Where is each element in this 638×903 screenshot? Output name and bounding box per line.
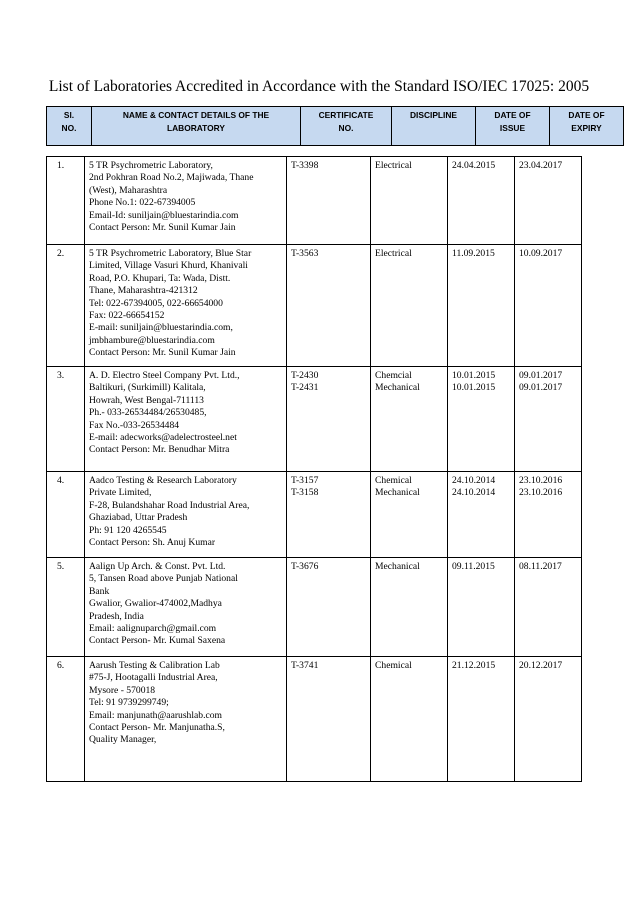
detail-line: #75-J, Hootagalli Industrial Area, <box>89 672 218 684</box>
detail-line: Email: manjunath@aarushlab.com <box>89 709 222 721</box>
cell-certificate-no <box>287 367 371 472</box>
detail-line: E-mail: adecworks@adelectrosteel.net <box>89 432 237 444</box>
detail-line: Contact Person: Mr. Sunil Kumar Jain <box>89 222 236 234</box>
cell-date-of-expiry <box>515 245 582 367</box>
certificate-no: T-2431 <box>291 382 319 394</box>
discipline: Mechanical <box>375 382 420 394</box>
detail-line: 5 TR Psychrometric Laboratory, Blue Star <box>89 248 252 259</box>
table-row <box>47 157 582 245</box>
detail-line: Limited, Village Vasuri Khurd, Khanivali <box>89 260 248 272</box>
cell-sl-no: 3. <box>47 367 85 472</box>
discipline: Chemical <box>375 475 412 486</box>
detail-line: Aadco Testing & Research Laboratory <box>89 475 237 486</box>
issue-date: 10.01.2015 <box>452 382 496 394</box>
cell-certificate-no <box>287 558 371 657</box>
table-header <box>46 106 624 146</box>
detail-line: Ghaziabad, Uttar Pradesh <box>89 512 188 524</box>
issue-date: 21.12.2015 <box>452 660 496 671</box>
cell-date-of-issue <box>448 657 515 782</box>
detail-line: Phone No.1: 022-67394005 <box>89 197 196 209</box>
cell-date-of-issue <box>448 245 515 367</box>
detail-line: Fax: 022-66654152 <box>89 310 165 322</box>
cell-date-of-expiry <box>515 657 582 782</box>
cell-sl-no: 2. <box>47 245 85 367</box>
expiry-date: 23.04.2017 <box>519 160 563 171</box>
detail-line: Contact Person: Mr. Sunil Kumar Jain <box>89 347 236 359</box>
cell-date-of-issue <box>448 558 515 657</box>
detail-line: (West), Maharashtra <box>89 184 168 196</box>
issue-date: 10.01.2015 <box>452 370 496 381</box>
cell-certificate-no <box>287 472 371 558</box>
detail-line: E-mail: suniljain@bluestarindia.com, <box>89 322 233 334</box>
detail-line: Private Limited, <box>89 487 152 499</box>
expiry-date: 09.01.2017 <box>519 382 563 394</box>
table-row <box>47 472 582 558</box>
cell-date-of-expiry <box>515 157 582 245</box>
issue-date: 11.09.2015 <box>452 248 495 259</box>
cell-lab-details <box>85 558 287 657</box>
detail-line: Gwalior, Gwalior-474002,Madhya <box>89 598 222 610</box>
certificate-no: T-3676 <box>291 561 319 572</box>
detail-line: Fax No.-033-26534484 <box>89 419 180 431</box>
detail-line: Email-Id: suniljain@bluestarindia.com <box>89 209 239 221</box>
certificate-no: T-3157 <box>291 475 319 486</box>
expiry-date: 20.12.2017 <box>519 660 563 671</box>
detail-line: jmbhambure@bluestarindia.com <box>89 334 215 346</box>
issue-date: 09.11.2015 <box>452 561 495 572</box>
table-row <box>47 245 582 367</box>
cell-certificate-no <box>287 245 371 367</box>
expiry-date: 23.10.2016 <box>519 487 563 499</box>
detail-line: Tel: 022-67394005, 022-66654000 <box>89 297 223 309</box>
laboratories-table <box>46 156 582 782</box>
cell-discipline <box>371 245 448 367</box>
discipline: Chemcial <box>375 370 412 381</box>
cell-sl-no: 1. <box>47 157 85 245</box>
detail-line: Howrah, West Bengal-711113 <box>89 394 204 406</box>
header-date-of-expiry: DATE OF EXPIRY <box>550 107 624 146</box>
cell-certificate-no <box>287 157 371 245</box>
cell-sl-no: 4. <box>47 472 85 558</box>
cell-discipline <box>371 367 448 472</box>
cell-sl-no: 5. <box>47 558 85 657</box>
certificate-no: T-3398 <box>291 160 319 171</box>
table-row <box>47 367 582 472</box>
cell-certificate-no <box>287 657 371 782</box>
detail-line: Contact Person: Mr. Benudhar Mitra <box>89 444 230 456</box>
cell-discipline <box>371 558 448 657</box>
discipline: Chemical <box>375 660 412 671</box>
expiry-date: 09.01.2017 <box>519 370 563 381</box>
cell-discipline <box>371 157 448 245</box>
cell-lab-details <box>85 657 287 782</box>
expiry-date: 08.11.2017 <box>519 561 562 572</box>
detail-line: Bank <box>89 585 110 597</box>
detail-line: 5 TR Psychrometric Laboratory, <box>89 160 213 171</box>
certificate-no: T-3158 <box>291 487 319 499</box>
detail-line: Tel: 91 9739299749; <box>89 697 169 709</box>
header-name-contact: NAME & CONTACT DETAILS OF THE LABORATORY <box>92 107 301 146</box>
detail-line: Aalign Up Arch. & Const. Pvt. Ltd. <box>89 561 226 572</box>
discipline: Electrical <box>375 248 412 259</box>
cell-lab-details <box>85 245 287 367</box>
detail-line: Thane, Maharashtra-421312 <box>89 285 198 297</box>
issue-date: 24.04.2015 <box>452 160 496 171</box>
detail-line: Quality Manager, <box>89 734 157 746</box>
expiry-date: 23.10.2016 <box>519 475 563 486</box>
cell-date-of-issue <box>448 472 515 558</box>
page-title: List of Laboratories Accredited in Accordance with the Standard ISO/IEC 17025: 2005 <box>48 78 590 95</box>
header-discipline: DISCIPLINE <box>392 107 476 146</box>
cell-date-of-expiry <box>515 472 582 558</box>
detail-line: 5, Tansen Road above Punjab National <box>89 573 238 585</box>
cell-discipline <box>371 472 448 558</box>
issue-date: 24.10.2014 <box>452 475 496 486</box>
cell-discipline <box>371 657 448 782</box>
cell-lab-details <box>85 367 287 472</box>
header-certificate-no: CERTIFICATE NO. <box>301 107 392 146</box>
detail-line: A. D. Electro Steel Company Pvt. Ltd., <box>89 370 240 381</box>
issue-date: 24.10.2014 <box>452 487 496 499</box>
detail-line: Contact Person- Mr. Manjunatha.S, <box>89 722 225 734</box>
certificate-no: T-3741 <box>291 660 319 671</box>
cell-date-of-expiry <box>515 367 582 472</box>
detail-line: Contact Person- Mr. Kumal Saxena <box>89 635 226 647</box>
discipline: Electrical <box>375 160 412 171</box>
certificate-no: T-3563 <box>291 248 319 259</box>
cell-lab-details <box>85 472 287 558</box>
certificate-no: T-2430 <box>291 370 319 381</box>
header-sl-no: Sl. NO. <box>47 107 92 146</box>
discipline: Mechanical <box>375 561 420 572</box>
cell-date-of-issue <box>448 157 515 245</box>
detail-line: Road, P.O. Khupari, Ta: Wada, Distt. <box>89 272 231 284</box>
detail-line: Aarush Testing & Calibration Lab <box>89 660 220 671</box>
cell-lab-details <box>85 157 287 245</box>
detail-line: Baltikuri, (Surkimill) Kalitala, <box>89 382 206 394</box>
cell-date-of-issue <box>448 367 515 472</box>
detail-line: F-28, Bulandshahar Road Industrial Area, <box>89 499 250 511</box>
table-row <box>47 657 582 782</box>
header-date-of-issue: DATE OF ISSUE <box>476 107 550 146</box>
detail-line: Email: aalignuparch@gmail.com <box>89 623 217 635</box>
detail-line: 2nd Pokhran Road No.2, Majiwada, Thane <box>89 172 254 184</box>
table-row <box>47 558 582 657</box>
cell-date-of-expiry <box>515 558 582 657</box>
cell-sl-no: 6. <box>47 657 85 782</box>
detail-line: Ph.- 033-26534484/26530485, <box>89 407 207 419</box>
detail-line: Mysore - 570018 <box>89 684 156 696</box>
detail-line: Ph: 91 120 4265545 <box>89 524 167 536</box>
expiry-date: 10.09.2017 <box>519 248 563 259</box>
detail-line: Pradesh, India <box>89 610 144 622</box>
detail-line: Contact Person: Sh. Anuj Kumar <box>89 537 216 549</box>
discipline: Mechanical <box>375 487 420 499</box>
